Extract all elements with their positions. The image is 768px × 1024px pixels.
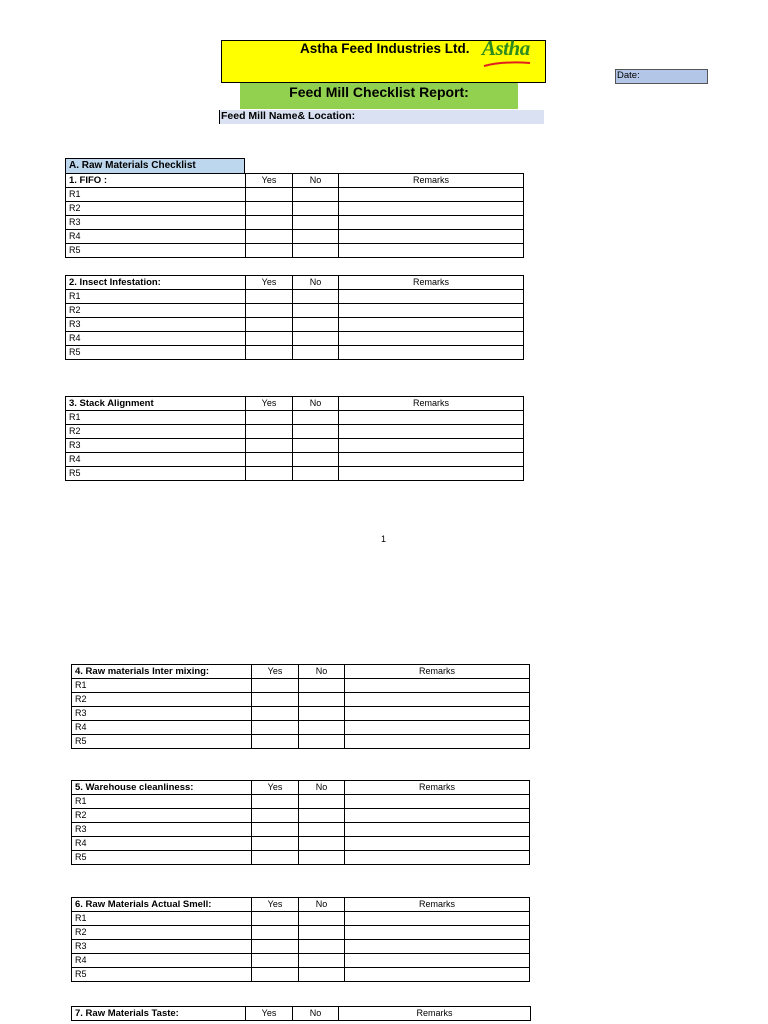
row-label: R4 bbox=[72, 721, 252, 735]
table-row bbox=[66, 304, 524, 318]
yes-cell[interactable] bbox=[252, 679, 299, 693]
yes-cell[interactable] bbox=[246, 439, 293, 453]
no-cell[interactable] bbox=[299, 940, 345, 954]
table-row bbox=[72, 679, 530, 693]
row-label: R3 bbox=[66, 216, 246, 230]
no-column-header: No bbox=[293, 174, 339, 188]
yes-cell[interactable] bbox=[252, 795, 299, 809]
no-cell[interactable] bbox=[299, 926, 345, 940]
row-label: R4 bbox=[72, 954, 252, 968]
row-label: R1 bbox=[72, 912, 252, 926]
checklist-table bbox=[71, 664, 530, 749]
remarks-column-header: Remarks bbox=[345, 781, 530, 795]
yes-cell[interactable] bbox=[246, 230, 293, 244]
checklist-table bbox=[65, 396, 524, 481]
remarks-column-header: Remarks bbox=[339, 276, 524, 290]
table-title: 1. FIFO : bbox=[66, 174, 246, 188]
checklist-table bbox=[71, 897, 530, 982]
no-cell[interactable] bbox=[299, 823, 345, 837]
yes-cell[interactable] bbox=[252, 940, 299, 954]
remarks-cell[interactable] bbox=[339, 467, 524, 481]
row-label: R3 bbox=[66, 318, 246, 332]
no-cell[interactable] bbox=[299, 851, 345, 865]
table-row bbox=[66, 202, 524, 216]
row-label: R4 bbox=[66, 453, 246, 467]
yes-cell[interactable] bbox=[246, 304, 293, 318]
remarks-cell[interactable] bbox=[345, 926, 530, 940]
row-label: R5 bbox=[66, 467, 246, 481]
table-title: 7. Raw Materials Taste: bbox=[72, 1007, 246, 1021]
table-row bbox=[72, 912, 530, 926]
checklist-table bbox=[71, 1006, 531, 1021]
remarks-cell[interactable] bbox=[339, 216, 524, 230]
table-row bbox=[72, 940, 530, 954]
row-label: R3 bbox=[72, 707, 252, 721]
remarks-cell[interactable] bbox=[339, 346, 524, 360]
no-column-header: No bbox=[299, 665, 345, 679]
row-label: R1 bbox=[66, 188, 246, 202]
yes-cell[interactable] bbox=[252, 968, 299, 982]
table-row bbox=[72, 823, 530, 837]
table-row bbox=[72, 968, 530, 982]
remarks-cell[interactable] bbox=[339, 304, 524, 318]
row-label: R3 bbox=[66, 439, 246, 453]
row-label: R2 bbox=[72, 809, 252, 823]
yes-cell[interactable] bbox=[252, 809, 299, 823]
yes-cell[interactable] bbox=[246, 467, 293, 481]
remarks-cell[interactable] bbox=[345, 707, 530, 721]
remarks-cell[interactable] bbox=[339, 453, 524, 467]
no-cell[interactable] bbox=[299, 809, 345, 823]
row-label: R2 bbox=[72, 693, 252, 707]
row-label: R1 bbox=[72, 795, 252, 809]
remarks-cell[interactable] bbox=[345, 693, 530, 707]
table-row bbox=[72, 721, 530, 735]
yes-column-header: Yes bbox=[252, 665, 299, 679]
no-column-header: No bbox=[299, 781, 345, 795]
remarks-cell[interactable] bbox=[345, 968, 530, 982]
yes-cell[interactable] bbox=[246, 318, 293, 332]
yes-cell[interactable] bbox=[246, 188, 293, 202]
section-heading: A. Raw Materials Checklist bbox=[65, 158, 245, 173]
table-row bbox=[66, 244, 524, 258]
table-row bbox=[66, 188, 524, 202]
yes-cell[interactable] bbox=[246, 216, 293, 230]
no-cell[interactable] bbox=[293, 453, 339, 467]
no-column-header: No bbox=[293, 1007, 339, 1021]
no-column-header: No bbox=[293, 397, 339, 411]
mill-name-label: Feed Mill Name& Location: bbox=[221, 110, 356, 122]
no-cell[interactable] bbox=[293, 411, 339, 425]
remarks-column-header: Remarks bbox=[345, 665, 530, 679]
row-label: R5 bbox=[66, 346, 246, 360]
no-cell[interactable] bbox=[293, 230, 339, 244]
table-row bbox=[72, 954, 530, 968]
remarks-cell[interactable] bbox=[339, 202, 524, 216]
table-row bbox=[72, 693, 530, 707]
table-row bbox=[72, 926, 530, 940]
yes-cell[interactable] bbox=[252, 912, 299, 926]
yes-cell[interactable] bbox=[252, 693, 299, 707]
table-header-row bbox=[72, 781, 530, 795]
yes-cell[interactable] bbox=[246, 425, 293, 439]
remarks-column-header: Remarks bbox=[339, 397, 524, 411]
remarks-cell[interactable] bbox=[339, 439, 524, 453]
row-label: R2 bbox=[66, 425, 246, 439]
date-label: Date: bbox=[617, 70, 640, 81]
yes-cell[interactable] bbox=[252, 954, 299, 968]
no-cell[interactable] bbox=[293, 332, 339, 346]
no-cell[interactable] bbox=[293, 425, 339, 439]
table-header-row bbox=[72, 665, 530, 679]
no-cell[interactable] bbox=[299, 707, 345, 721]
remarks-cell[interactable] bbox=[339, 230, 524, 244]
table-row bbox=[66, 332, 524, 346]
remarks-cell[interactable] bbox=[345, 823, 530, 837]
yes-cell[interactable] bbox=[252, 851, 299, 865]
no-cell[interactable] bbox=[293, 439, 339, 453]
row-label: R1 bbox=[66, 290, 246, 304]
table-row bbox=[66, 439, 524, 453]
no-cell[interactable] bbox=[299, 912, 345, 926]
table-header-row bbox=[66, 397, 524, 411]
remarks-cell[interactable] bbox=[345, 795, 530, 809]
logo-swoosh-icon bbox=[482, 60, 532, 68]
yes-cell[interactable] bbox=[246, 290, 293, 304]
no-cell[interactable] bbox=[293, 318, 339, 332]
table-title: 3. Stack Alignment bbox=[66, 397, 246, 411]
no-column-header: No bbox=[293, 276, 339, 290]
no-column-header: No bbox=[299, 898, 345, 912]
row-label: R5 bbox=[72, 851, 252, 865]
row-label: R1 bbox=[66, 411, 246, 425]
company-name: Astha Feed Industries Ltd. bbox=[300, 41, 470, 56]
table-row bbox=[72, 809, 530, 823]
table-row bbox=[66, 230, 524, 244]
row-label: R5 bbox=[72, 968, 252, 982]
yes-cell[interactable] bbox=[246, 411, 293, 425]
remarks-cell[interactable] bbox=[345, 721, 530, 735]
yes-cell[interactable] bbox=[246, 244, 293, 258]
checklist-table bbox=[65, 173, 524, 258]
yes-cell[interactable] bbox=[252, 926, 299, 940]
table-header-row bbox=[66, 276, 524, 290]
remarks-column-header: Remarks bbox=[345, 898, 530, 912]
yes-cell[interactable] bbox=[252, 707, 299, 721]
table-row bbox=[72, 707, 530, 721]
no-cell[interactable] bbox=[299, 679, 345, 693]
table-title: 2. Insect Infestation: bbox=[66, 276, 246, 290]
remarks-column-header: Remarks bbox=[339, 1007, 531, 1021]
no-cell[interactable] bbox=[299, 735, 345, 749]
row-label: R3 bbox=[72, 940, 252, 954]
page-number: 1 bbox=[381, 534, 387, 544]
remarks-cell[interactable] bbox=[339, 411, 524, 425]
table-row bbox=[66, 216, 524, 230]
yes-cell[interactable] bbox=[252, 721, 299, 735]
yes-column-header: Yes bbox=[246, 397, 293, 411]
row-label: R5 bbox=[66, 244, 246, 258]
table-title: 5. Warehouse cleanliness: bbox=[72, 781, 252, 795]
remarks-column-header: Remarks bbox=[339, 174, 524, 188]
remarks-cell[interactable] bbox=[339, 244, 524, 258]
yes-cell[interactable] bbox=[252, 837, 299, 851]
remarks-cell[interactable] bbox=[345, 679, 530, 693]
no-cell[interactable] bbox=[299, 693, 345, 707]
remarks-cell[interactable] bbox=[345, 940, 530, 954]
row-label: R2 bbox=[66, 304, 246, 318]
no-cell[interactable] bbox=[299, 968, 345, 982]
table-title: 4. Raw materials Inter mixing: bbox=[72, 665, 252, 679]
no-cell[interactable] bbox=[293, 290, 339, 304]
remarks-cell[interactable] bbox=[339, 318, 524, 332]
no-cell[interactable] bbox=[293, 188, 339, 202]
yes-column-header: Yes bbox=[246, 174, 293, 188]
no-cell[interactable] bbox=[299, 721, 345, 735]
table-row bbox=[66, 425, 524, 439]
row-label: R4 bbox=[72, 837, 252, 851]
table-row bbox=[72, 851, 530, 865]
table-row bbox=[66, 411, 524, 425]
yes-cell[interactable] bbox=[246, 332, 293, 346]
table-row bbox=[66, 290, 524, 304]
remarks-cell[interactable] bbox=[345, 809, 530, 823]
remarks-cell[interactable] bbox=[339, 290, 524, 304]
row-label: R2 bbox=[72, 926, 252, 940]
yes-cell[interactable] bbox=[252, 735, 299, 749]
no-cell[interactable] bbox=[293, 244, 339, 258]
yes-cell[interactable] bbox=[246, 346, 293, 360]
table-row bbox=[66, 318, 524, 332]
checklist-table bbox=[71, 780, 530, 865]
row-label: R4 bbox=[66, 332, 246, 346]
table-row bbox=[72, 837, 530, 851]
checklist-table bbox=[65, 275, 524, 360]
yes-cell[interactable] bbox=[246, 202, 293, 216]
remarks-cell[interactable] bbox=[339, 425, 524, 439]
yes-column-header: Yes bbox=[252, 898, 299, 912]
report-title: Feed Mill Checklist Report: bbox=[289, 84, 469, 100]
table-row bbox=[66, 467, 524, 481]
no-cell[interactable] bbox=[299, 954, 345, 968]
yes-column-header: Yes bbox=[246, 276, 293, 290]
table-header-row bbox=[72, 898, 530, 912]
table-row bbox=[72, 795, 530, 809]
no-cell[interactable] bbox=[299, 795, 345, 809]
remarks-cell[interactable] bbox=[345, 912, 530, 926]
table-header-row bbox=[72, 1007, 531, 1021]
remarks-cell[interactable] bbox=[345, 837, 530, 851]
yes-cell[interactable] bbox=[246, 453, 293, 467]
table-row bbox=[72, 735, 530, 749]
table-row bbox=[66, 346, 524, 360]
remarks-cell[interactable] bbox=[345, 851, 530, 865]
remarks-cell[interactable] bbox=[339, 188, 524, 202]
yes-cell[interactable] bbox=[252, 823, 299, 837]
no-cell[interactable] bbox=[293, 346, 339, 360]
table-row bbox=[66, 453, 524, 467]
no-cell[interactable] bbox=[299, 837, 345, 851]
no-cell[interactable] bbox=[293, 202, 339, 216]
row-label: R4 bbox=[66, 230, 246, 244]
yes-column-header: Yes bbox=[252, 781, 299, 795]
row-label: R2 bbox=[66, 202, 246, 216]
no-cell[interactable] bbox=[293, 304, 339, 318]
no-cell[interactable] bbox=[293, 216, 339, 230]
yes-column-header: Yes bbox=[246, 1007, 293, 1021]
row-label: R3 bbox=[72, 823, 252, 837]
remarks-cell[interactable] bbox=[345, 735, 530, 749]
row-label: R1 bbox=[72, 679, 252, 693]
remarks-cell[interactable] bbox=[345, 954, 530, 968]
table-title: 6. Raw Materials Actual Smell: bbox=[72, 898, 252, 912]
row-label: R5 bbox=[72, 735, 252, 749]
remarks-cell[interactable] bbox=[339, 332, 524, 346]
table-header-row bbox=[66, 174, 524, 188]
astha-logo: Astha bbox=[482, 36, 530, 60]
no-cell[interactable] bbox=[293, 467, 339, 481]
